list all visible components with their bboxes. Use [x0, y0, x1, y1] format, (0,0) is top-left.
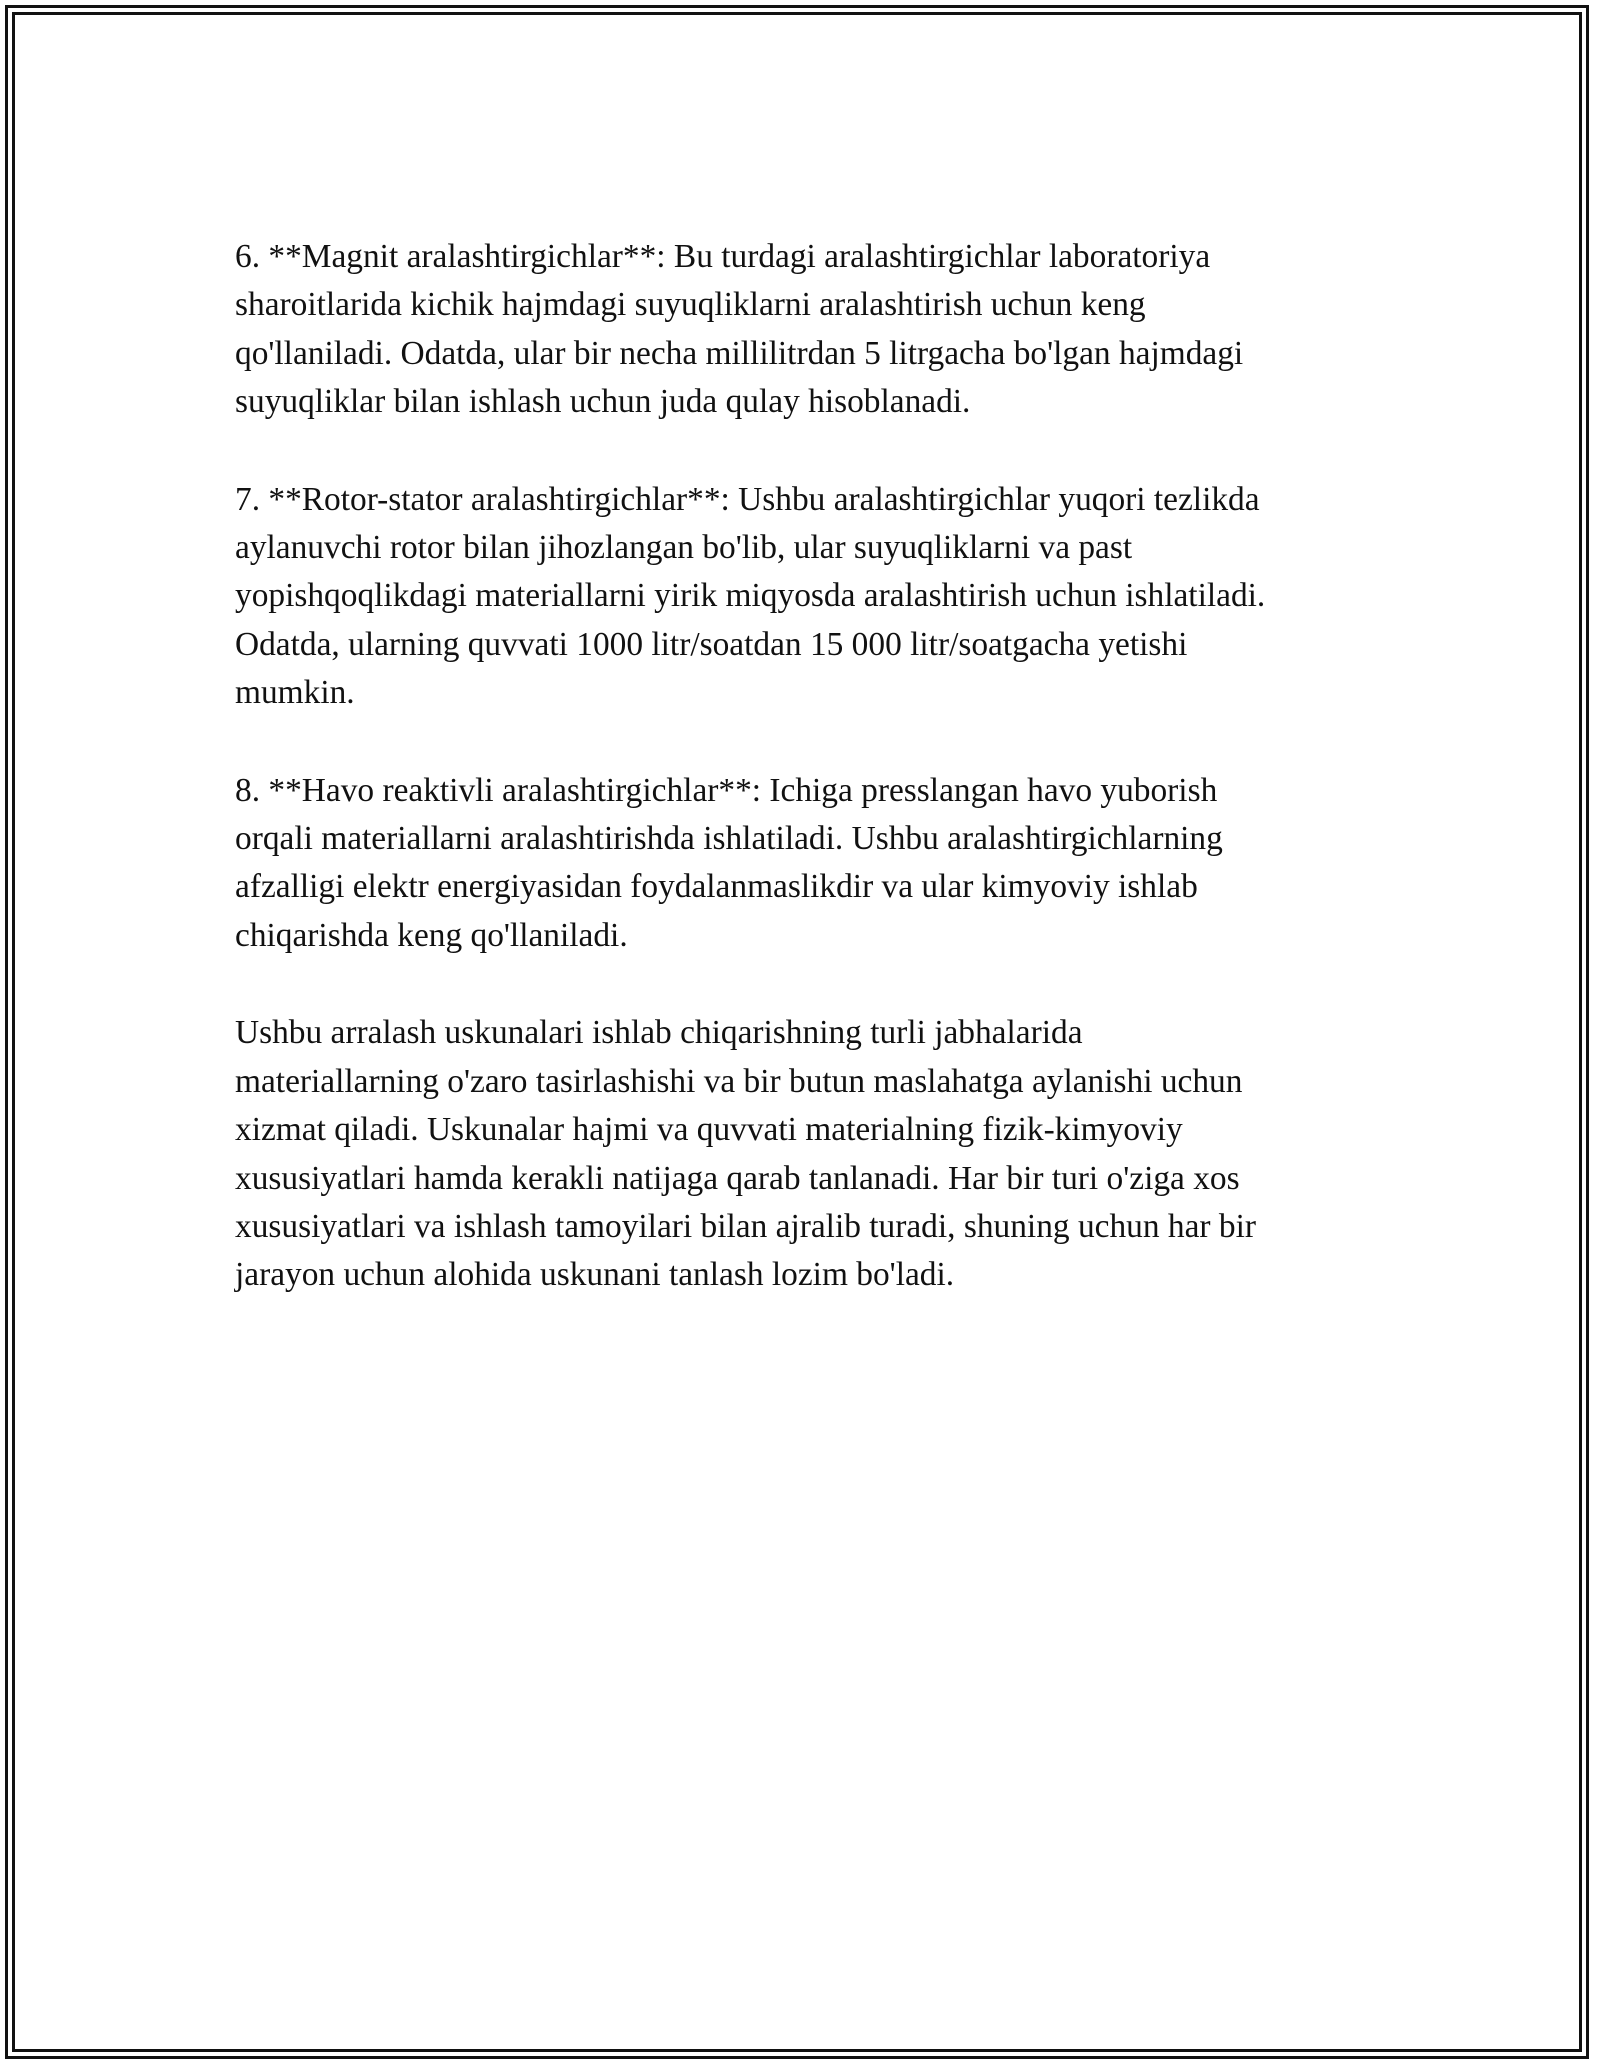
paragraph-air-jet-mixers	[235, 767, 1395, 961]
text-line: orqali materiallarni aralashtirishda ishlatiladi. Ushbu aralashtirgichlarning	[235, 820, 1223, 858]
text-line: xususiyatlari hamda kerakli natijaga qarab tanlanadi. Har bir turi o'ziga xos	[235, 1159, 1240, 1197]
text-line: mumkin.	[235, 674, 355, 712]
text-line: afzalligi elektr energiyasidan foydalanmaslikdir va ular kimyoviy ishlab	[235, 868, 1198, 906]
text-line: jarayon uchun alohida uskunani tanlash lozim bo'ladi.	[235, 1256, 955, 1294]
text-line: yopishqoqlikdagi materiallarni yirik miqyosda aralashtirish uchun ishlatiladi.	[235, 577, 1266, 615]
paragraph-magnit-mixers	[235, 233, 1395, 427]
text-line: aylanuvchi rotor bilan jihozlangan bo'lib, ular suyuqliklarni va past	[235, 529, 1133, 567]
text-line: Odatda, ularning quvvati 1000 litr/soatdan 15 000 litr/soatgacha yetishi	[235, 625, 1188, 663]
text-line: sharoitlarida kichik hajmdagi suyuqliklarni aralashtirish uchun keng	[235, 286, 1146, 324]
text-line: qo'llaniladi. Odatda, ular bir necha millilitrdan 5 litrgacha bo'lgan hajmdagi	[235, 334, 1244, 372]
paragraph-conclusion	[235, 1009, 1395, 1299]
text-line: 6. **Magnit aralashtirgichlar**: Bu turdagi aralashtirgichlar laboratoriya	[235, 238, 1211, 275]
text-line: xususiyatlari va ishlash tamoyilari bilan ajralib turadi, shuning uchun har bir	[235, 1207, 1256, 1245]
text-line: chiqarishda keng qo'llaniladi.	[235, 916, 628, 954]
text-line: 8. **Havo reaktivli aralashtirgichlar**: Ichiga presslangan havo yuborish	[235, 771, 1218, 809]
text-line: suyuqliklar bilan ishlash uchun juda qulay hisoblanadi.	[235, 383, 971, 421]
paragraph-rotor-stator-mixers	[235, 476, 1395, 718]
text-line: Ushbu arralash uskunalari ishlab chiqarishning turli jabhalarida	[235, 1014, 1083, 1052]
text-line: materiallarning o'zaro tasirlashishi va bir butun maslahatga aylanishi uchun	[235, 1062, 1243, 1100]
text-line: 7. **Rotor-stator aralashtirgichlar**: Ushbu aralashtirgichlar yuqori tezlikda	[235, 480, 1260, 518]
document-body	[235, 233, 1395, 1349]
text-line: xizmat qiladi. Uskunalar hajmi va quvvati materialning fizik-kimyoviy	[235, 1111, 1183, 1149]
